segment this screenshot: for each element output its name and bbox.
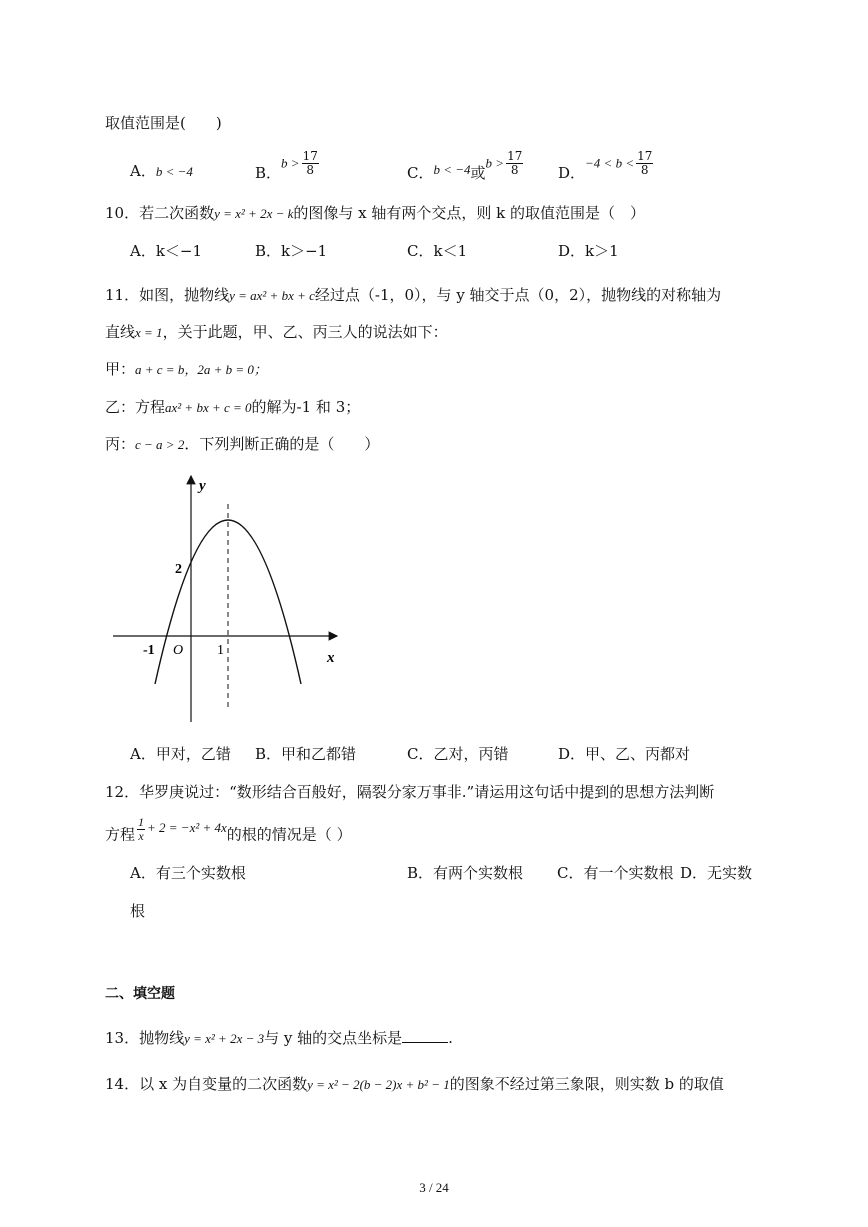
q12-line1: 12．华罗庚说过：“数形结合百般好，隔裂分家万事非.”请运用这句话中提到的思想方法判断 <box>105 783 715 801</box>
q14-text-before: 14．以 x 为自变量的二次函数 <box>105 1075 308 1093</box>
q12-line2 <box>105 815 352 849</box>
q11-line1-b: 经过点（-1，0），与 y 轴交于点（0，2），抛物线的对称轴为 <box>314 286 722 304</box>
q9-option-b-lhs: b > <box>281 155 300 171</box>
q9-option-b-label: B． <box>255 163 282 182</box>
q11-option-d[interactable]: D．甲、乙、丙都对 <box>558 745 691 763</box>
q12-line2-b: 的根的情况是（ ） <box>226 825 352 844</box>
page-number: 3 / 24 <box>419 1180 449 1195</box>
q12-fraction <box>137 816 145 843</box>
q9-option-a-expr: b < −4 <box>155 164 193 179</box>
q10-stem <box>105 202 645 225</box>
x-axis-label: x <box>327 650 335 666</box>
q12-option-d[interactable]: D．无实数 <box>680 864 753 882</box>
q9-option-c-den: 8 <box>510 163 519 177</box>
q13-text-after: 与 y 轴的交点坐标是 <box>264 1029 403 1047</box>
q11-statement-bing <box>105 433 379 456</box>
q11-line2-a: 直线 <box>105 323 136 341</box>
q14-text-after: 的图象不经过第三象限，则实数 b 的取值 <box>449 1075 724 1093</box>
q10-option-d[interactable]: D．k＞1 <box>558 242 619 260</box>
q9-option-b[interactable] <box>255 149 321 182</box>
q12-line2-expr: + 2 = −x² + 4x <box>147 819 227 835</box>
q11-statement-yi <box>105 396 360 419</box>
q10-option-b[interactable]: B．k＞−1 <box>255 242 328 260</box>
q10-text-after: 的图像与 x 轴有两个交点，则 k 的取值范围是（ ） <box>293 204 646 222</box>
q13-text-before: 13．抛物线 <box>105 1029 185 1047</box>
q11-parabola-graph <box>105 470 355 730</box>
q12-line2-a: 方程 <box>105 825 136 844</box>
q9-stem-end: 取值范围是( ) <box>105 114 222 132</box>
q11-jia-expr: a + c = b，2a + b = 0； <box>135 362 267 377</box>
origin-label: O <box>173 643 184 658</box>
q9-option-a[interactable] <box>130 160 193 183</box>
q11-jia-label: 甲： <box>105 360 136 378</box>
q9-option-c-label: C． <box>407 163 434 182</box>
q9-option-d-num: 17 <box>637 149 653 163</box>
q10-option-c[interactable]: C．k＜1 <box>407 242 468 260</box>
q11-line1 <box>105 284 721 307</box>
tick-label-2: 2 <box>175 562 182 577</box>
q10-expr: y = x² + 2x − k <box>214 206 294 221</box>
q9-option-d-den: 8 <box>640 163 649 177</box>
q12-option-c[interactable]: C．有一个实数根 <box>557 864 674 882</box>
q12-option-a[interactable]: A．有三个实数根 <box>130 864 246 882</box>
q11-line2-expr: x = 1 <box>135 325 163 340</box>
q11-option-a[interactable]: A．甲对，乙错 <box>130 745 231 763</box>
q11-yi-after: 的解为-1 和 3； <box>251 398 361 416</box>
q11-line1-a: 11．如图，抛物线 <box>105 286 230 304</box>
q9-option-c-num: 17 <box>507 149 523 163</box>
q9-option-a-label: A． <box>130 162 156 180</box>
q11-bing-label: 丙： <box>105 435 136 453</box>
q12-option-d-wrap: 根 <box>130 902 146 920</box>
q14-stem <box>105 1073 724 1096</box>
q13-expr: y = x² + 2x − 3 <box>184 1031 265 1046</box>
q9-option-c-fraction <box>506 150 523 177</box>
q11-line1-expr: y = ax² + bx + c <box>229 288 315 303</box>
q11-yi-expr: ax² + bx + c = 0 <box>165 400 252 415</box>
q13-stem <box>105 1027 453 1050</box>
q9-option-c[interactable] <box>407 149 525 182</box>
q14-expr: y = x² − 2(b − 2)x + b² − 1 <box>307 1077 450 1092</box>
q9-option-d-label: D． <box>558 163 586 182</box>
tick-label-1: 1 <box>217 643 224 658</box>
q9-option-b-num: 17 <box>302 149 318 163</box>
q10-text-before: 10．若二次函数 <box>105 204 215 222</box>
q11-bing-after: ．下列判断正确的是（ ） <box>184 435 380 453</box>
q12-frac-num: 1 <box>138 815 145 829</box>
q13-end: . <box>448 1029 453 1047</box>
q12-frac-den: x <box>138 829 144 843</box>
q9-option-d-fraction <box>636 150 653 177</box>
q9-option-c-rhs: b > <box>485 155 505 171</box>
q11-line2-b: ，关于此题，甲、乙、丙三人的说法如下： <box>162 323 448 341</box>
y-axis-label: y <box>199 478 206 494</box>
q13-answer-blank[interactable] <box>402 1028 448 1043</box>
q10-option-a[interactable]: A．k＜−1 <box>130 242 203 260</box>
q9-option-b-fraction <box>302 150 319 177</box>
q12-option-b[interactable]: B．有两个实数根 <box>407 864 524 882</box>
q11-bing-expr: c − a > 2 <box>135 437 185 452</box>
tick-label-neg1: -1 <box>143 643 155 658</box>
q9-option-d[interactable] <box>558 149 655 182</box>
q9-option-c-lhs: b < −4 <box>433 161 471 177</box>
q11-statement-jia <box>105 358 267 381</box>
q11-line2 <box>105 321 448 344</box>
q11-yi-label: 乙：方程 <box>105 398 166 416</box>
q11-option-b[interactable]: B．甲和乙都错 <box>255 745 357 763</box>
q11-option-c[interactable]: C．乙对，丙错 <box>407 745 509 763</box>
section-title-fill-in: 二、填空题 <box>105 986 175 1002</box>
q9-option-d-lhs: −4 < b < <box>585 155 635 171</box>
q9-option-b-den: 8 <box>306 163 315 177</box>
q9-option-c-or: 或 <box>470 163 486 182</box>
